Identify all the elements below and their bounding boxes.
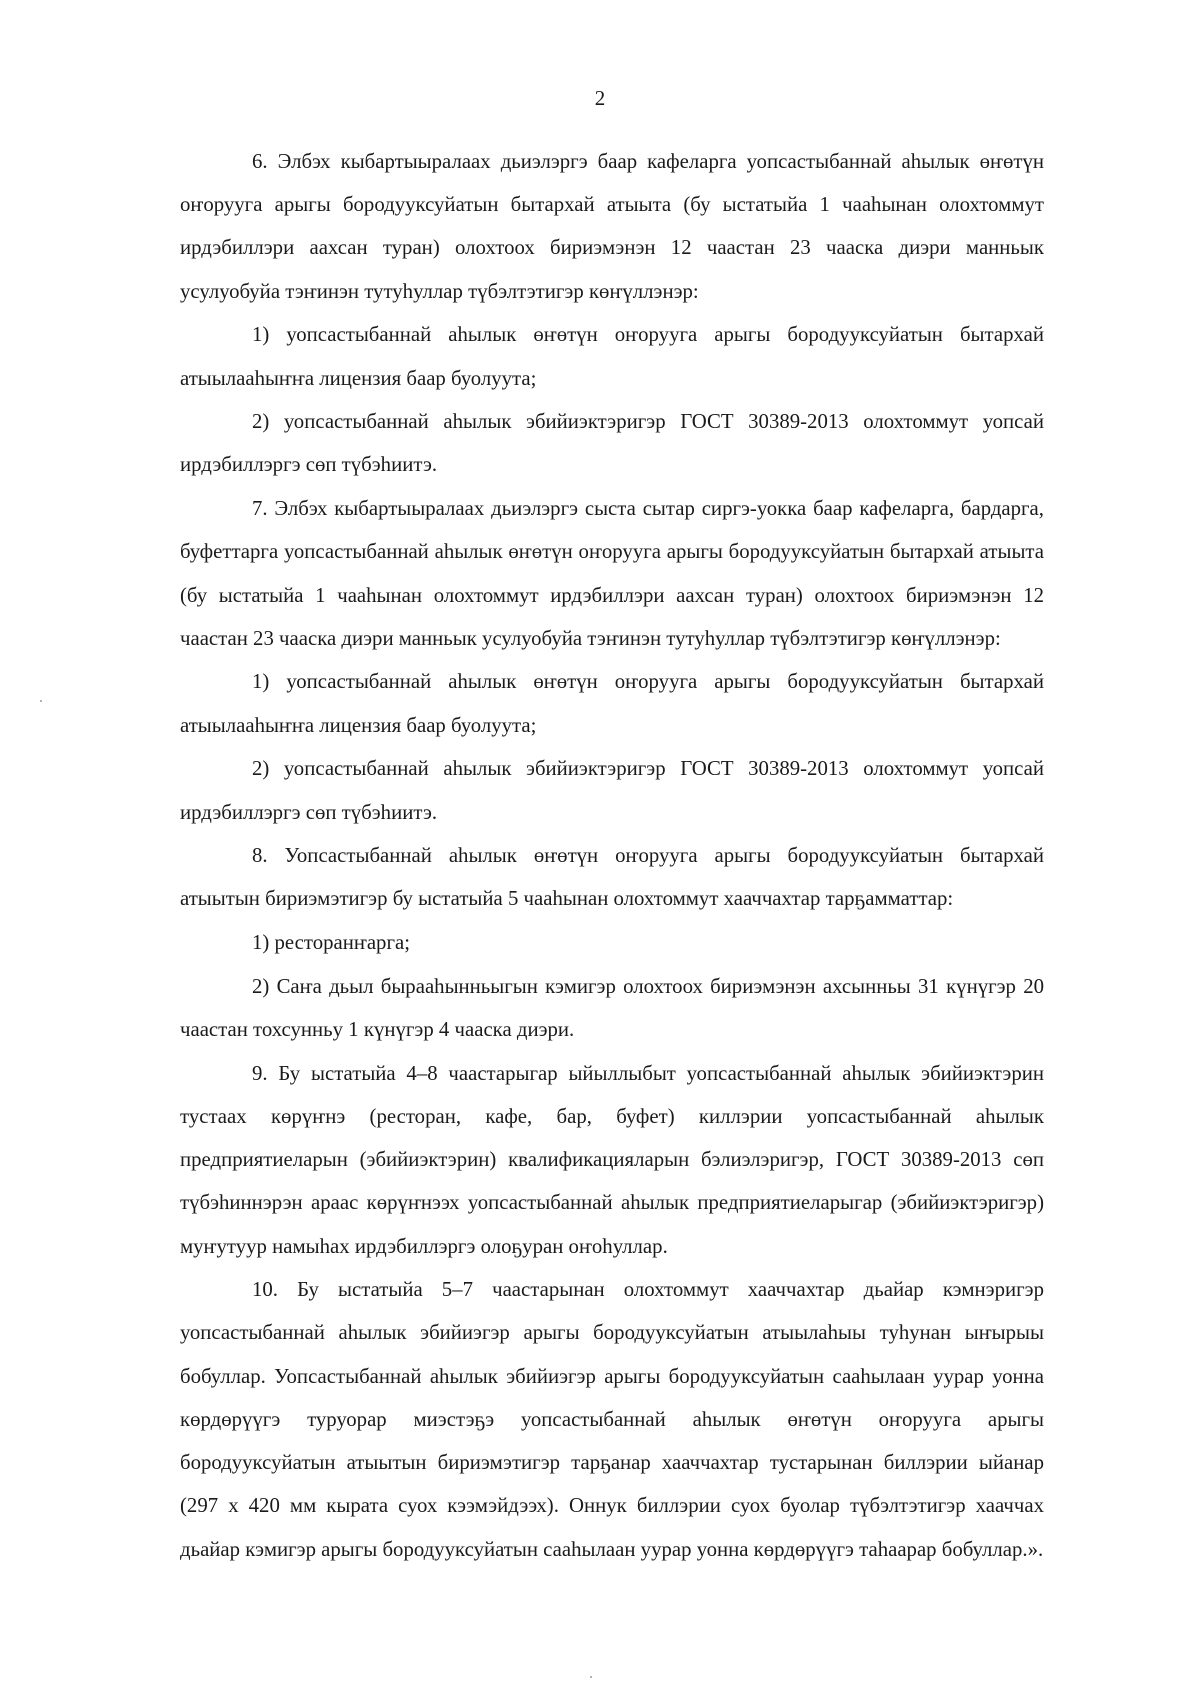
paragraph-7-item-2: 2) уопсастыбаннай аһылык эбийиэктэригэр ГОСТ 30389-2013 олохтоммут уопсай ирдэбиллэргэ сөп түбэһиитэ. (180, 757, 1044, 824)
paragraph-8: 8. Уопсастыбаннай аһылык өҥөтүн оҥорууга арыгы бородууксуйатын бытархай атыытын бириэмэтигэр бу ыстатыйа 5 чааһынан олохтоммут хааччахтар тарҕамматтар: (180, 844, 1044, 911)
paragraph-6-item-1: 1) уопсастыбаннай аһылык өҥөтүн оҥорууга арыгы бородууксуйатын бытархай атыылааһыҥҥа лицензия баар буолуута; (180, 323, 1044, 390)
scan-artifact (590, 1676, 592, 1678)
paragraph-7: 7. Элбэх кыбартыыралаах дьиэлэргэ сыста сытар сиргэ-уокка баар кафеларга, бардарга, буфеттарга уопсастыбаннай аһылык өҥөтүн оҥорууга арыгы бородууксуйатын бытархай атыыта (бу ыстатыйа 1 чааһынан олохтоммут ирдэбиллэри аахсан туран) олохтоох бириэмэнэн 12 чаастан 23 чааска диэри манньык усулуобуйа тэҥинэн тутуһуллар түбэлтэтигэр көҥүллэнэр: (180, 497, 1044, 650)
paragraph-6: 6. Элбэх кыбартыыралаах дьиэлэргэ баар кафеларга уопсастыбаннай аһылык өҥөтүн оҥорууга арыгы бородууксуйатын бытархай атыыта (бу ыстатыйа 1 чааһынан олохтоммут ирдэбиллэри аахсан туран) олохтоох бириэмэнэн 12 чаастан 23 чааска диэри манньык усулуобуйа тэҥинэн тутуһуллар түбэлтэтигэр көҥүллэнэр: (180, 150, 1044, 303)
paragraph-10: 10. Бу ыстатыйа 5–7 чаастарынан олохтоммут хааччахтар дьайар кэмнэригэр уопсастыбаннай аһылык эбийиэгэр арыгы бородууксуйатын атыылаһыы туһунан ыҥырыы бобуллар. Уопсастыбаннай аһылык эбийиэгэр арыгы бородууксуйатын сааһылаан уурар уонна көрдөрүүгэ туруорар миэстэҕэ уопсастыбаннай аһылык өҥөтүн оҥорууга арыгы бородууксуйатын атыытын бириэмэтигэр тарҕанар хааччахтар тустарынан биллэрии ыйанар (297 x 420 мм кырата суох кээмэйдээх). Оннук биллэрии суох буолар түбэлтэтигэр хааччах дьайар кэмигэр арыгы бородууксуйатын сааһылаан уурар уонна көрдөрүүгэ таһаарар бобуллар.». (180, 1278, 1044, 1561)
scan-artifact (40, 700, 42, 702)
paragraph-9: 9. Бу ыстатыйа 4–8 чаастарыгар ыйыллыбыт уопсастыбаннай аһылык эбийиэктэрин тустаах көрүҥнэ (ресторан, кафе, бар, буфет) киллэрии уопсастыбаннай аһылык предприятиеларын (эбийиэктэрин) квалификацияларын бэлиэлэригэр, ГОСТ 30389-2013 сөп түбэһиннэрэн араас көрүҥнээх уопсастыбаннай аһылык предприятиеларыгар (эбийиэктэригэр) муҥутуур намыһах ирдэбиллэргэ олоҕуран оҥоһуллар. (180, 1061, 1044, 1258)
paragraph-6-item-2: 2) уопсастыбаннай аһылык эбийиэктэригэр ГОСТ 30389-2013 олохтоммут уопсай ирдэбиллэргэ сөп түбэһиитэ. (180, 410, 1044, 477)
page-number: 2 (594, 86, 606, 110)
paragraph-8-item-1: 1) ресторанҥарга; (252, 931, 410, 955)
paragraph-7-item-1: 1) уопсастыбаннай аһылык өҥөтүн оҥорууга арыгы бородууксуйатын бытархай атыылааһыҥҥа лицензия баар буолуута; (180, 670, 1044, 737)
document-body (180, 140, 1044, 1571)
paragraph-8-item-2: 2) Саҥа дьыл бырааһынньыгын кэмигэр олохтоох бириэмэнэн ахсынньы 31 күнүгэр 20 чаастан тохсунньу 1 күнүгэр 4 чааска диэри. (180, 974, 1044, 1042)
